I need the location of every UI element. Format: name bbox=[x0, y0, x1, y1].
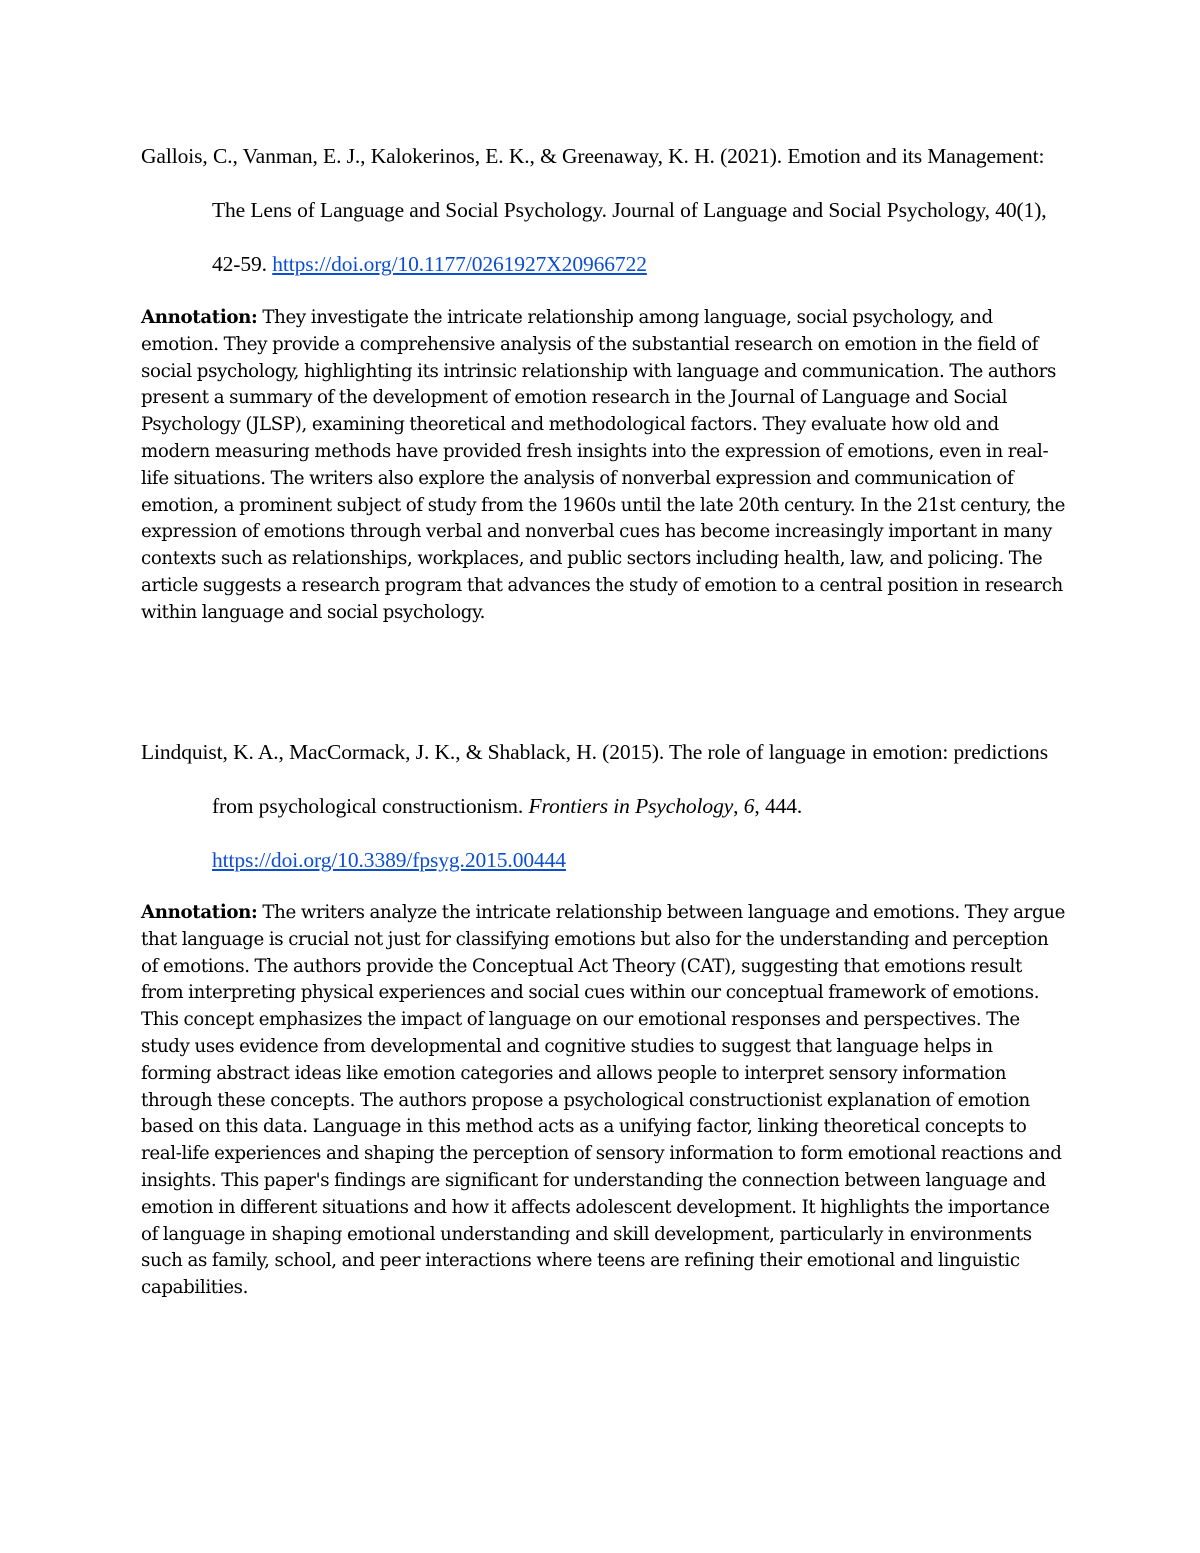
reference-2-pages: , 444. bbox=[754, 794, 803, 818]
reference-entry-2 bbox=[141, 725, 1071, 887]
reference-1-doi-link[interactable]: https://doi.org/10.1177/0261927X20966722 bbox=[272, 252, 647, 276]
reference-2-journal: Frontiers in Psychology bbox=[528, 794, 734, 818]
reference-1-text: Gallois, C., Vanman, E. J., Kalokerinos, E. K., & Greenaway, K. H. (2021). Emotion and its Management: The Lens of Language and Social Psychology. Journal of Language and Social Psychology, 40(1), 42-59. bbox=[141, 144, 1047, 276]
annotation-2-label: Annotation: bbox=[141, 902, 258, 923]
annotation-paragraph-2 bbox=[141, 900, 1066, 1302]
annotation-2-text: The writers analyze the intricate relationship between language and emotions. They argue that language is crucial not just for classifying emotions but also for the understanding and perception of emotions. The authors provide the Conceptual Act Theory (CAT), suggesting that emotions result from interpreting physical experiences and social cues within our conceptual framework of emotions. This concept emphasizes the impact of language on our emotional responses and perspectives. The study uses evidence from developmental and cognitive studies to suggest that language helps in forming abstract ideas like emotion categories and allows people to interpret sensory information through these concepts. The authors propose a psychological constructionist explanation of emotion based on this data. Language in this method acts as a unifying factor, linking theoretical concepts to real-life experiences and shaping the perception of sensory information to form emotional reactions and insights. This paper's findings are significant for understanding the connection between language and emotion in different situations and how it affects adolescent development. It highlights the importance of language in shaping emotional understanding and skill development, particularly in environments such as family, school, and peer interactions where teens are refining their emotional and linguistic capabilities. bbox=[141, 902, 1066, 1299]
reference-2-volume: 6 bbox=[743, 794, 755, 818]
annotation-paragraph-1 bbox=[141, 305, 1066, 627]
reference-2-text: Lindquist, K. A., MacCormack, J. K., & Shablack, H. (2015). The role of language in emotion: predictions from psychological constructionism. bbox=[141, 740, 1048, 818]
reference-entry-1 bbox=[141, 129, 1071, 291]
reference-2-doi-link[interactable]: https://doi.org/10.3389/fpsyg.2015.00444 bbox=[212, 848, 566, 872]
reference-2-sep: , bbox=[733, 794, 744, 818]
annotation-1-text: They investigate the intricate relationship among language, social psychology, and emotion. They provide a comprehensive analysis of the substantial research on emotion in the field of social psychology, highlighting its intrinsic relationship with language and communication. The authors present a summary of the development of emotion research in the Journal of Language and Social Psychology (JLSP), examining theoretical and methodological factors. They evaluate how old and modern measuring methods have provided fresh insights into the expression of emotions, even in real-life situations. The writers also explore the analysis of nonverbal expression and communication of emotion, a prominent subject of study from the 1960s until the late 20th century. In the 21st century, the expression of emotions through verbal and nonverbal cues has become increasingly important in many contexts such as relationships, workplaces, and public sectors including health, law, and policing. The article suggests a research program that advances the study of emotion to a central position in research within language and social psychology. bbox=[141, 307, 1066, 623]
annotation-1-label: Annotation: bbox=[141, 307, 258, 328]
